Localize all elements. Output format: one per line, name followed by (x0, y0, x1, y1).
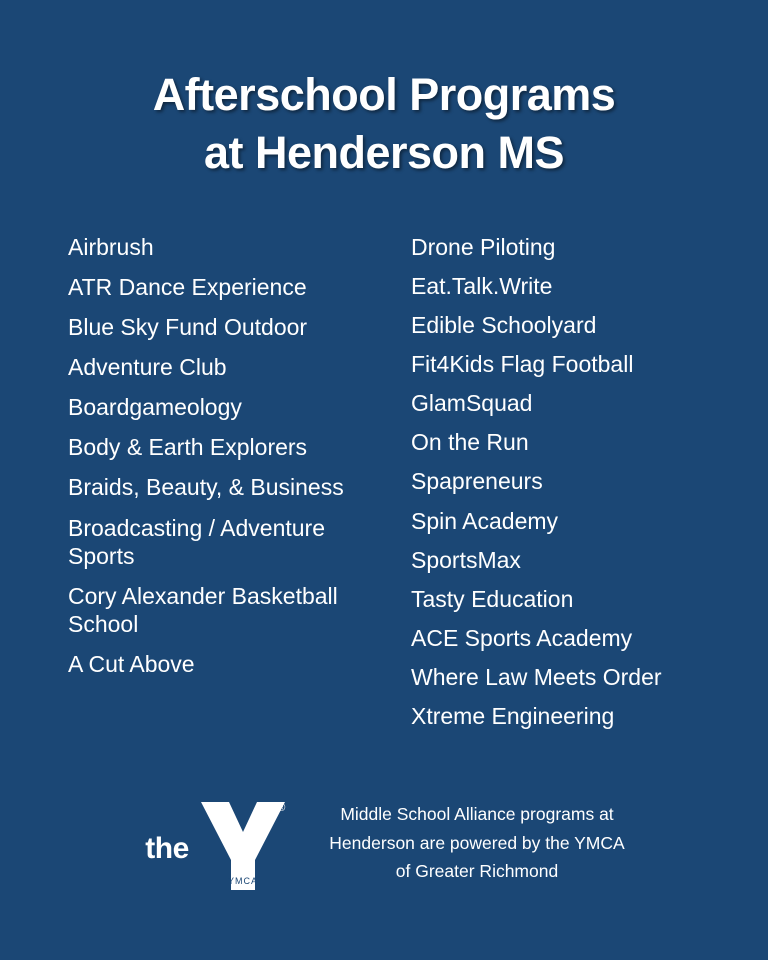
list-item: Spapreneurs (411, 468, 543, 495)
list-item: Cory Alexander Basketball School (68, 582, 338, 637)
list-item: SportsMax (411, 546, 521, 573)
program-list-right (411, 233, 706, 741)
list-item: Xtreme Engineering (411, 702, 615, 729)
ymca-logo (143, 788, 303, 898)
program-list-left (68, 233, 363, 741)
list-item: ACE Sports Academy (411, 624, 633, 651)
list-item: Tasty Education (411, 585, 574, 612)
list-item: A Cut Above (68, 650, 195, 677)
program-columns (0, 233, 768, 741)
footer (0, 788, 768, 898)
page-title-line-1: Afterschool Programs (152, 69, 616, 120)
footer-line-1: Middle School Alliance programs at (340, 804, 614, 825)
footer-text (329, 800, 624, 885)
list-item: Fit4Kids Flag Football (411, 351, 634, 378)
registered-mark-icon: ® (277, 802, 286, 814)
page-title (0, 0, 768, 181)
list-item: Adventure Club (68, 354, 227, 381)
list-item: Drone Piloting (411, 234, 556, 261)
list-item: Airbrush (68, 234, 154, 261)
list-item: Broadcasting / Adventure Sports (68, 514, 325, 569)
list-item: Body & Earth Explorers (68, 434, 308, 461)
page-title-line-2: at Henderson MS (203, 126, 565, 178)
svg-text:YMCA: YMCA (228, 876, 259, 886)
list-item: Edible Schoolyard (411, 312, 597, 339)
list-item: Boardgameology (68, 394, 242, 421)
footer-line-3: of Greater Richmond (395, 861, 559, 882)
list-item: On the Run (411, 429, 529, 456)
list-item: Eat.Talk.Write (411, 273, 553, 300)
list-item: ATR Dance Experience (68, 274, 307, 301)
list-item: Blue Sky Fund Outdoor (68, 314, 308, 341)
list-item: Spin Academy (411, 507, 559, 534)
list-item: Where Law Meets Order (411, 663, 662, 690)
list-item: GlamSquad (411, 390, 533, 417)
footer-line-2: Henderson are powered by the YMCA (329, 832, 625, 853)
logo-the-text: the (145, 832, 189, 865)
list-item: Braids, Beauty, & Business (68, 474, 344, 501)
